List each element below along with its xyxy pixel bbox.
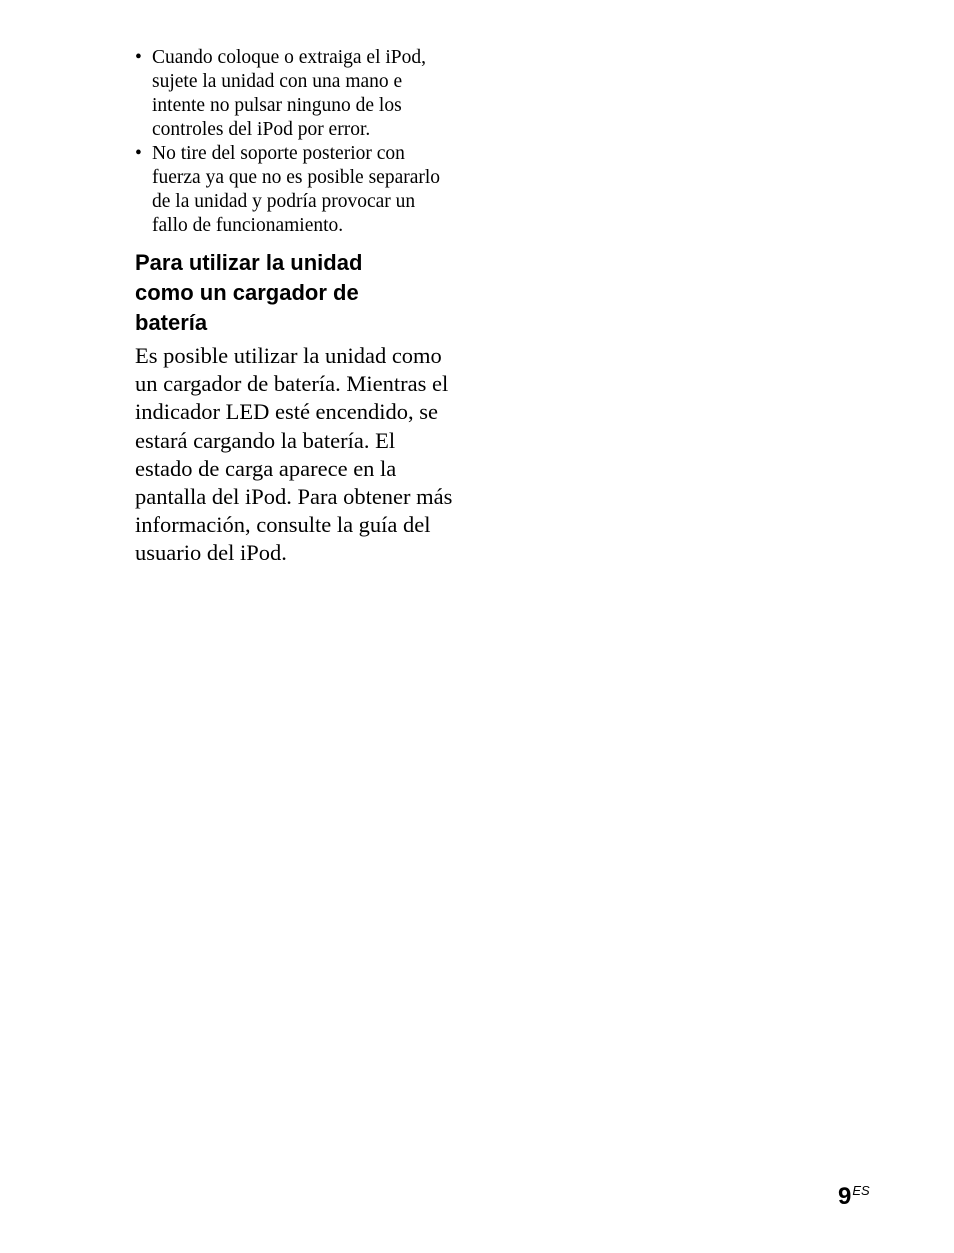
- bullet-icon: •: [135, 143, 142, 164]
- body-line: Es posible utilizar la unidad como: [135, 343, 442, 368]
- heading-line: como un cargador de: [135, 280, 359, 305]
- text-column: [135, 46, 470, 568]
- body-line: estará cargando la batería. El: [135, 427, 396, 453]
- heading-line: Para utilizar la unidad: [135, 250, 363, 275]
- body-line: información, consulte la guía del: [135, 512, 431, 538]
- page-number-digit: 9: [838, 1183, 852, 1210]
- note-line: controles del iPod por error.: [152, 119, 371, 140]
- note-line: fuerza ya que no es posible separarlo: [152, 167, 441, 188]
- body-line: un cargador de batería. Mientras el: [135, 371, 449, 397]
- page-number: [838, 1176, 870, 1212]
- body-line: usuario del iPod.: [135, 540, 287, 566]
- note-line: Cuando coloque o extraiga el iPod,: [152, 47, 427, 68]
- bullet-icon: •: [135, 47, 142, 68]
- note-line: No tire del soporte posterior con: [152, 143, 405, 164]
- note-line: fallo de funcionamiento.: [152, 215, 344, 236]
- note-line: intente no pulsar ninguno de los: [152, 95, 402, 116]
- heading-line: batería: [135, 310, 208, 335]
- page-language-code: ES: [852, 1183, 870, 1198]
- note-item: [135, 142, 470, 238]
- body-line: indicador LED esté encendido, se: [135, 399, 439, 425]
- section-body: [135, 342, 470, 568]
- note-item: [135, 46, 470, 142]
- body-line: estado de carga aparece en la: [135, 455, 397, 481]
- notes-list: [135, 46, 470, 238]
- section-heading: [135, 248, 470, 338]
- body-line: pantalla del iPod. Para obtener más: [135, 484, 453, 510]
- note-line: sujete la unidad con una mano e: [152, 71, 403, 92]
- note-line: de la unidad y podría provocar un: [152, 191, 416, 212]
